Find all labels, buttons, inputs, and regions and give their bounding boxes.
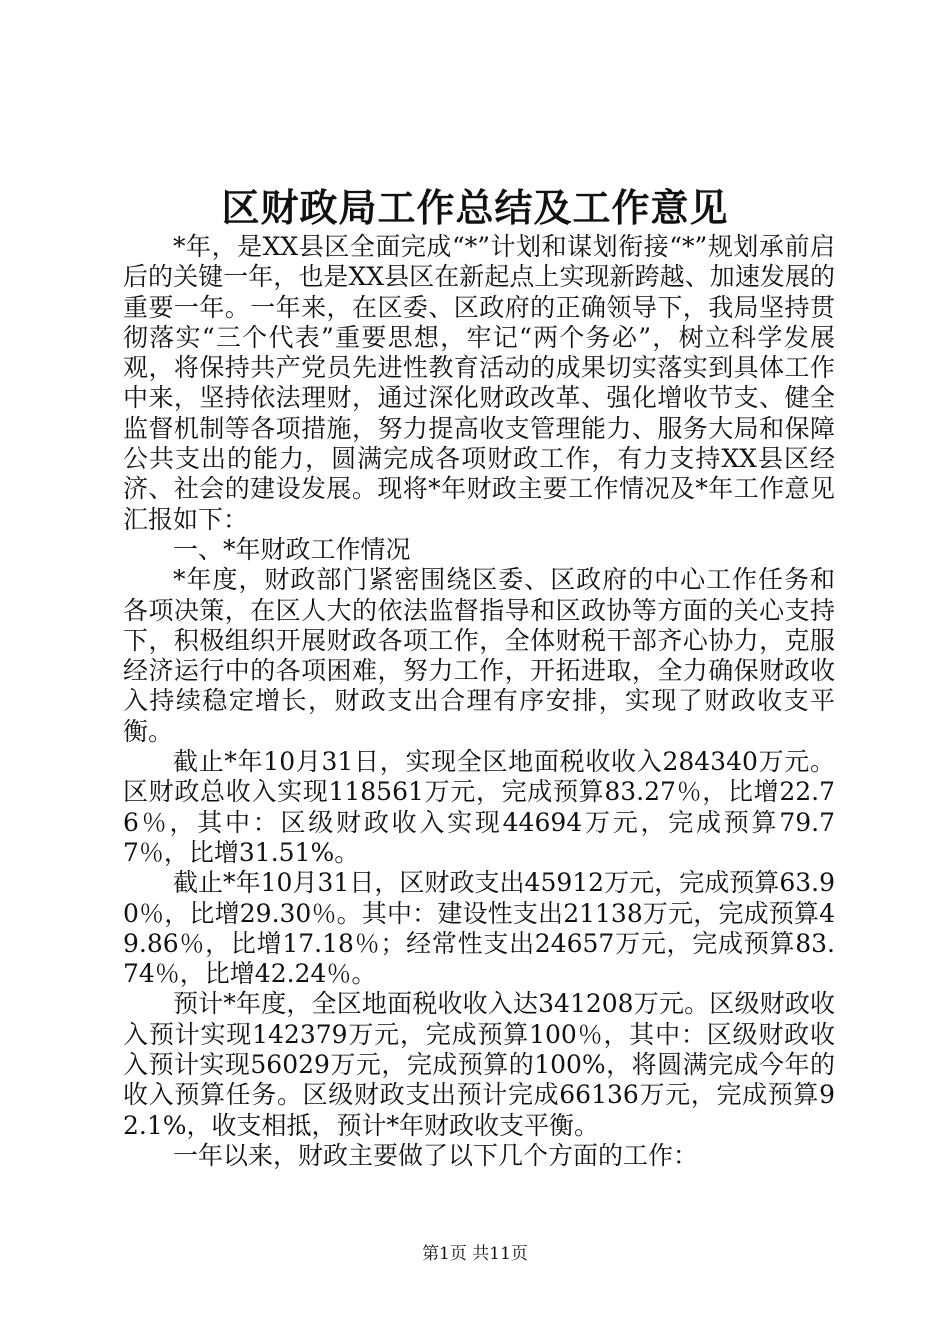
- document-body: [123, 232, 835, 1171]
- page-footer: 第1页 共11页: [422, 1244, 528, 1264]
- document-title: 区财政局工作总结及工作意见: [221, 185, 729, 230]
- section-heading: 一、*年财政工作情况: [173, 534, 411, 564]
- work-intro-paragraph: 一年以来，财政主要做了以下几个方面的工作：: [173, 1140, 699, 1170]
- intro-paragraph: *年，是XX县区全面完成“*”计划和谋划衔接“*”规划承前启后的关键一年，也是XX县区在新起点上实现新跨越、加速发展的重要一年。一年来，在区委、区政府的正确领导下，我局坚持贯彻落实“三个代表”重要思想，牢记“两个务必”，树立科学发展观，将保持共产党员先进性教育活动的成果切实落实到具体工作中来，坚持依法理财，通过深化财政改革、强化增收节支、健全监督机制等各项措施，努力提高收支管理能力、服务大局和保障公共支出的能力，圆满完成各项财政工作，有力支持XX县区经济、社会的建设发展。现将*年财政主要工作情况及*年工作意见汇报如下：: [123, 232, 835, 534]
- revenue-paragraph: 截止*年10月31日，实现全区地面税收收入284340万元。区财政总收入实现118561万元，完成预算83.27％，比增22.76％，其中：区级财政收入实现44694万元，完成预算79.77％，比增31.51%。: [123, 747, 835, 867]
- forecast-paragraph: 预计*年度，全区地面税收收入达341208万元。区级财政收入预计实现142379万元，完成预算100％，其中：区级财政收入预计实现56029万元，完成预算的100%，将圆满完成今年的收入预算任务。区级财政支出预计完成66136万元，完成预算92.1%，收支相抵，预计*年财政收支平衡。: [123, 989, 835, 1140]
- expenditure-paragraph: 截止*年10月31日，区财政支出45912万元，完成预算63.90％，比增29.30％。其中：建设性支出21138万元，完成预算49.86％，比增17.18％；经常性支出24657万元，完成预算83.74％，比增42.24％。: [123, 868, 835, 989]
- overview-paragraph: *年度，财政部门紧密围绕区委、区政府的中心工作任务和各项决策，在区人大的依法监督指导和区政协等方面的关心支持下，积极组织开展财政各项工作，全体财税干部齐心协力，克服经济运行中的各项困难，努力工作，开拓进取，全力确保财政收入持续稳定增长，财政支出合理有序安排，实现了财政收支平衡。: [123, 565, 835, 746]
